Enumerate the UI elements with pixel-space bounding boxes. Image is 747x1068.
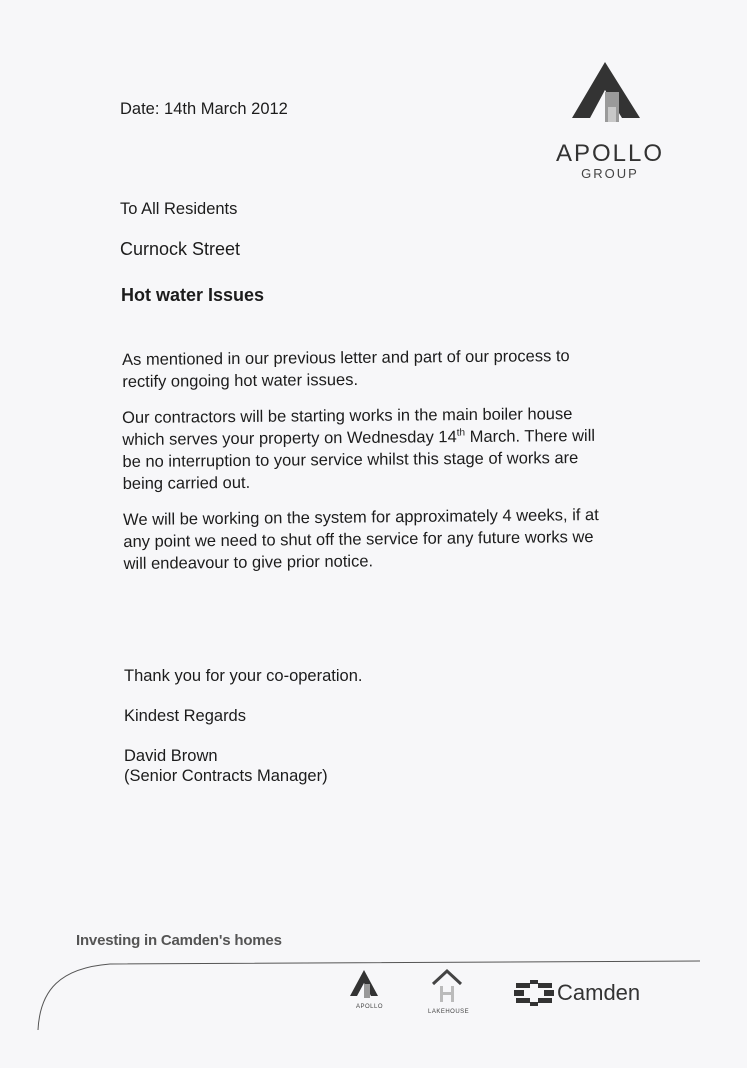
letter-subject: Hot water Issues	[121, 285, 265, 305]
footer-apollo-label: APOLLO	[356, 1004, 384, 1010]
paragraph-1-line: rectify ongoing hot water issues.	[122, 370, 359, 391]
closing-line: Kindest Regards	[124, 707, 246, 725]
footer-lakehouse-logo	[425, 966, 470, 1016]
paragraph-2	[122, 402, 643, 495]
paragraph-1	[122, 344, 642, 393]
apollo-a-icon	[548, 62, 672, 142]
apollo-group-logo	[548, 62, 672, 182]
paragraph-3	[123, 504, 644, 575]
paragraph-2-line: Our contractors will be starting works in the main boiler house	[122, 405, 573, 427]
paragraph-2-line: be no interruption to your service whilst this stage of works are	[122, 449, 579, 471]
recipient: To All Residents	[120, 200, 238, 218]
thanks-line: Thank you for your co-operation.	[124, 667, 363, 685]
footer-lakehouse-label: LAKEHOUSE	[428, 1009, 470, 1015]
paragraph-3-line: We will be working on the system for approximately 4 weeks, if at	[123, 506, 599, 529]
paragraph-2-line: being carried out.	[122, 473, 251, 493]
footer-tagline: Investing in Camden's homes	[76, 932, 282, 949]
camden-emblem-icon	[514, 979, 554, 1007]
letter-date: Date: 14th March 2012	[120, 100, 288, 118]
signatory-name: David Brown	[124, 747, 218, 765]
paragraph-3-line: will endeavour to give prior notice.	[123, 552, 374, 573]
apollo-wordmark: APOLLO	[555, 140, 665, 167]
apollo-small-icon	[344, 968, 384, 1002]
lakehouse-house-icon	[427, 966, 467, 1006]
ordinal-suffix: th	[456, 427, 466, 439]
paragraph-1-line: As mentioned in our previous letter and part of our process to	[122, 347, 570, 369]
footer-apollo-logo	[340, 968, 390, 1018]
signatory-title: (Senior Contracts Manager)	[124, 767, 328, 785]
street-name: Curnock Street	[120, 239, 241, 259]
group-wordmark: GROUP	[581, 166, 639, 181]
paragraph-3-line: any point we need to shut off the service for any future works we	[123, 528, 594, 551]
paragraph-2-line: which serves your property on Wednesday 14th March. There will	[122, 426, 596, 449]
footer-camden-label: Camden	[557, 980, 641, 1005]
